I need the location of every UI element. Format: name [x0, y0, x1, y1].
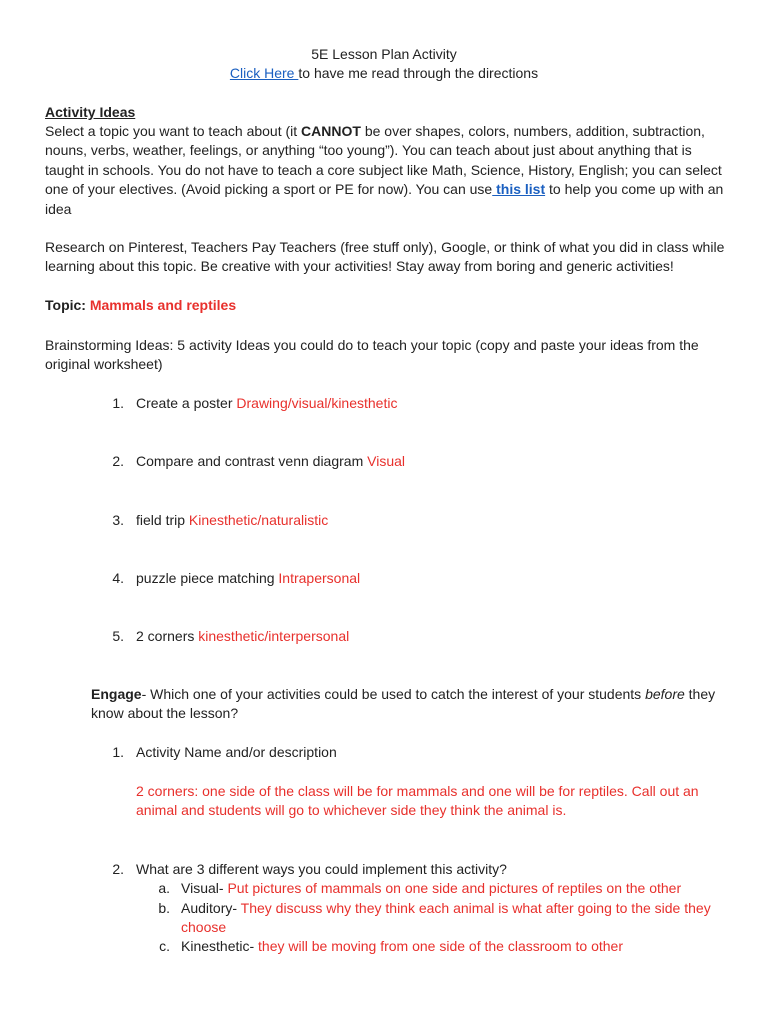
engage-prompt: Engage- Which one of your activities could be used to catch the interest of your students before they know about the lesson?	[91, 686, 716, 722]
brainstorm-intro: Brainstorming Ideas: 5 activity Ideas you could do to teach your topic (copy and paste your ideas from the original worksheet)	[45, 337, 699, 373]
document-title: 5E Lesson Plan Activity	[311, 46, 457, 62]
research-paragraph: Research on Pinterest, Teachers Pay Teachers (free stuff only), Google, or think of what you did in class while learning about this topic. Be creative with your activities! Stay away from boring and generic activities!	[45, 239, 725, 275]
list-item: 1. Create a poster Drawing/visual/kinesthetic	[112, 395, 398, 411]
list-item: 4. puzzle piece matching Intrapersonal	[112, 570, 361, 586]
click-here-link[interactable]: Click Here	[229, 65, 299, 81]
way-item: c. Kinesthetic- they will be moving from one side of the classroom to other	[159, 938, 623, 954]
topic-line	[45, 296, 727, 315]
activity-ideas-heading: Activity Ideas	[45, 104, 136, 120]
topic-label: Topic:	[45, 297, 90, 313]
list-item: 2. Compare and contrast venn diagram Visual	[112, 453, 406, 469]
engage-label: Engage	[91, 686, 142, 702]
way-item: a. Visual- Put pictures of mammals on one side and pictures of reptiles on the other	[158, 880, 682, 896]
list-item: 5. 2 corners kinesthetic/interpersonal	[112, 628, 350, 644]
cannot-emphasis: CANNOT	[301, 123, 361, 139]
list-item: 3. field trip Kinesthetic/naturalistic	[112, 512, 329, 528]
topic-value: Mammals and reptiles	[89, 297, 237, 313]
read-directions-line: Click Here to have me read through the directions	[229, 65, 539, 81]
this-list-link[interactable]: this list	[492, 181, 546, 198]
activity-instructions: Select a topic you want to teach about (it CANNOT be over shapes, colors, numbers, addition, subtraction, nouns, verbs, weather, feelings, or anything “too young”). You can teach about just about anything that is taught in schools. You do not have to teach a core subject like Math, Science, History, English; you can select one of your electives. (Avoid picking a sport or PE for now). You can use this list to help you come up with an idea	[45, 123, 724, 217]
engage-question-2: 2. What are 3 different ways you could implement this activity?	[112, 861, 507, 877]
engage-question-1: 1. Activity Name and/or description	[112, 744, 337, 760]
engage-answer: 2 corners: one side of the class will be for mammals and one will be for reptiles. Call out an animal and students will go to whichever side they think the animal is.	[136, 783, 699, 819]
way-item: b. Auditory- They discuss why they think each animal is what after going to the side they choose	[158, 900, 711, 936]
